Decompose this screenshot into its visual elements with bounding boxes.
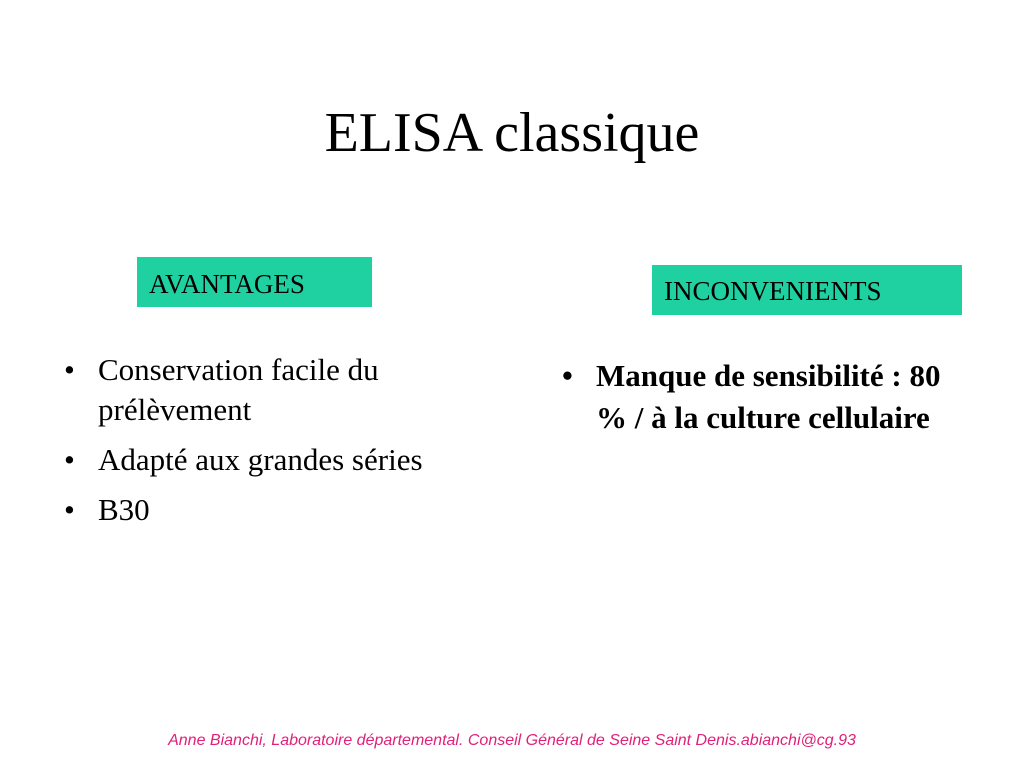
disadvantages-label: INCONVENIENTS	[652, 265, 962, 315]
footer-credit: Anne Bianchi, Laboratoire départemental. Conseil Général de Seine Saint Denis.abianchi@cg.93	[168, 732, 856, 749]
advantage-text: Adapté aux grandes séries	[98, 442, 423, 477]
advantage-text: B30	[98, 492, 150, 527]
bullet-icon: •	[64, 352, 75, 387]
bullet-icon: •	[64, 492, 75, 527]
list-item	[60, 350, 480, 430]
list-item	[60, 490, 480, 530]
disadvantages-list	[558, 355, 978, 449]
advantage-text: Conservation facile du prélèvement	[98, 352, 379, 427]
slide-title: ELISA classique	[324, 102, 700, 164]
bullet-icon: •	[562, 358, 573, 393]
advantages-label: AVANTAGES	[137, 257, 372, 307]
disadvantage-text: Manque de sensibilité : 80 % / à la culture cellulaire	[596, 358, 941, 435]
advantages-list	[60, 350, 480, 540]
list-item	[60, 440, 480, 480]
bullet-icon: •	[64, 442, 75, 477]
list-item	[558, 355, 978, 439]
